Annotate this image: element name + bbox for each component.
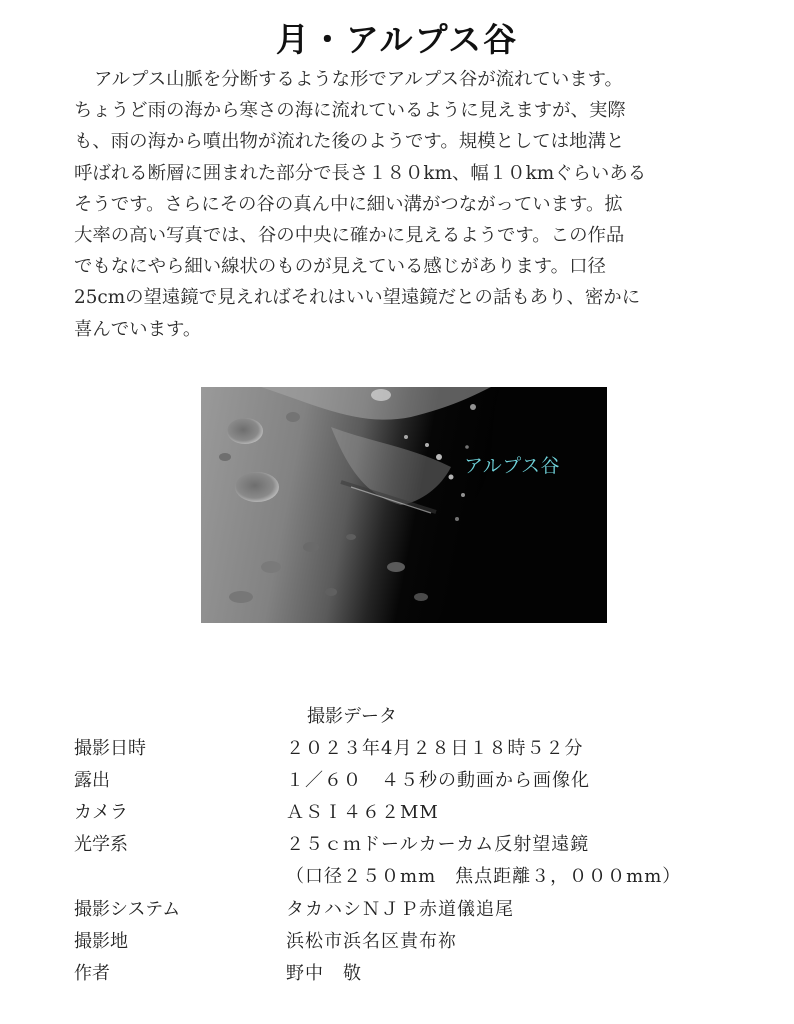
data-label: 撮影システム <box>74 899 181 920</box>
paragraph-line: そうです。さらにその谷の真ん中に細い溝がつながっています。拡 <box>74 193 623 215</box>
moon-photo <box>201 387 607 623</box>
data-row <box>0 766 794 796</box>
data-row <box>0 830 794 860</box>
data-label: 光学系 <box>74 834 128 855</box>
data-value: タカハシＮＪＰ赤道儀追尾 <box>286 899 514 920</box>
paragraph-line: アルプス山脈を分断するような形でアルプス谷が流れています。 <box>94 69 623 90</box>
data-value: ２５ｃｍドールカーカム反射望遠鏡 <box>286 834 590 855</box>
paragraph-line: 喜んでいます。 <box>74 318 202 340</box>
data-row <box>0 959 794 989</box>
paragraph-line: 呼ばれる断層に囲まれた部分で長さ１８０km、幅１０kmぐらいある <box>74 162 647 184</box>
data-label: 作者 <box>74 963 110 984</box>
description-paragraph <box>74 64 724 345</box>
data-value: （口径２５０mm 焦点距離３，０００mm） <box>286 866 682 887</box>
data-label: 露出 <box>74 770 110 791</box>
data-section-heading: 撮影データ <box>307 706 397 727</box>
paragraph-line: でもなにやら細い線状のものが見えている感じがあります。口径 <box>74 256 606 278</box>
data-value: 浜松市浜名区貴布祢 <box>286 931 457 952</box>
page-title: 月・アルプス谷 <box>275 20 519 59</box>
data-label: 撮影地 <box>74 931 128 952</box>
data-row <box>0 798 794 828</box>
moon-surface-image <box>201 387 607 623</box>
paragraph-line: も、雨の海から噴出物が流れた後のようです。規模としては地溝と <box>74 131 625 153</box>
photo-label: アルプス谷 <box>464 455 560 477</box>
data-row <box>0 862 794 892</box>
paragraph-line: 大率の高い写真では、谷の中央に確かに見えるようです。この作品 <box>74 225 625 247</box>
paragraph-line: 25cmの望遠鏡で見えればそれはいい望遠鏡だとの話もあり、密かに <box>74 287 641 309</box>
data-row <box>0 734 794 764</box>
data-label: カメラ <box>74 802 128 823</box>
data-label: 撮影日時 <box>74 738 146 759</box>
data-value: １／６０ ４５秒の動画から画像化 <box>286 770 590 791</box>
data-row <box>0 895 794 925</box>
data-value: 野中 敬 <box>286 963 362 984</box>
data-row <box>0 927 794 957</box>
data-value: ２０２３年4月２８日１８時５２分 <box>286 738 584 759</box>
paragraph-line: ちょうど雨の海から寒さの海に流れているように見えますが、実際 <box>74 100 626 122</box>
data-value: ＡＳＩ４６２MM <box>286 802 439 823</box>
